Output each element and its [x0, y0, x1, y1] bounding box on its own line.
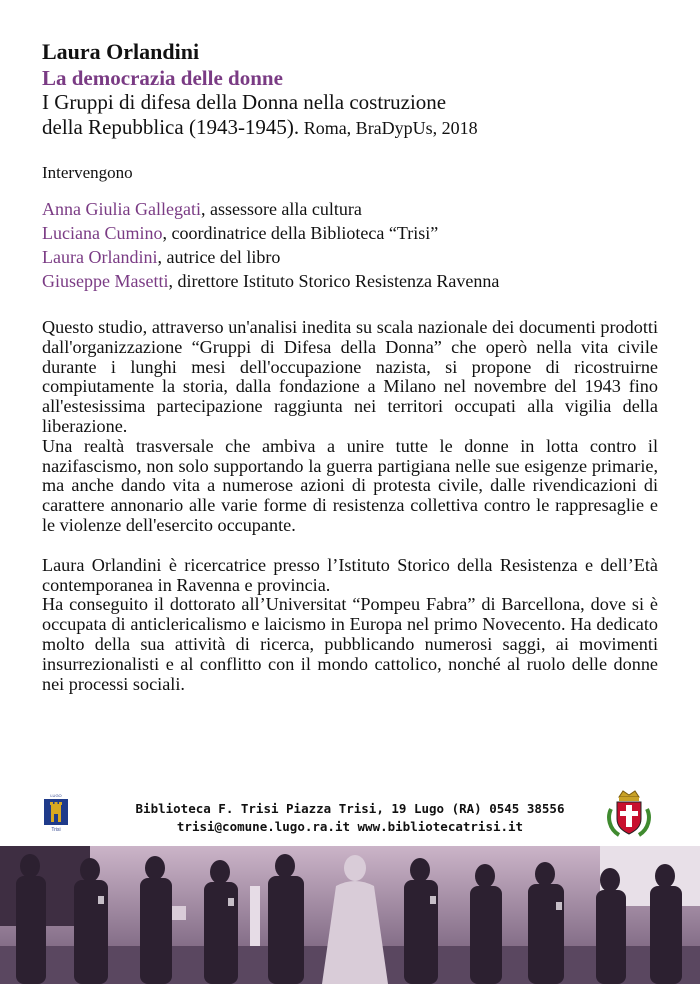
town-crest-icon: [605, 789, 653, 839]
subtitle-line2-text: della Repubblica (1943-1945).: [42, 115, 300, 139]
library-logo-icon: [40, 792, 72, 832]
paragraph: Laura Orlandini è ricercatrice presso l’Istituto Storico della Resistenza e dell’Età contemporanea in Ravenna e provincia.: [42, 554, 658, 595]
footer-contact: [110, 800, 590, 836]
logo-caption: Trisi: [51, 827, 61, 832]
speaker-item: [42, 245, 682, 269]
logo-text: LUGO: [50, 793, 62, 798]
publication-info: Roma, BraDypUs, 2018: [299, 118, 478, 138]
speaker-name: Anna Giulia Gallegati: [42, 199, 201, 219]
speaker-name: Laura Orlandini: [42, 247, 158, 267]
speaker-role: , autrice del libro: [157, 247, 281, 267]
speaker-item: [42, 269, 682, 293]
library-contacts: trisi@comune.lugo.ra.it www.bibliotecatrisi.it: [176, 819, 524, 834]
speaker-role: , assessore alla cultura: [200, 199, 362, 219]
speaker-item: [42, 197, 682, 221]
book-title: La democrazia delle donne: [42, 66, 283, 90]
paragraph: Ha conseguito il dottorato all’Universitat “Pompeu Fabra” di Barcellona, dove si è occupata di anticlericalismo e laicismo in Europa nel primo Novecento. Ha dedicato molto della sua attività di ricerca, pubblicando numerosi saggi, ai movimenti insurrezionalisti e al conflitto con il mondo cattolico, nonché al ruolo delle donne nei processi sociali.: [42, 594, 658, 694]
speakers-list: [42, 197, 682, 293]
speaker-role: , direttore Istituto Storico Resistenza Ravenna: [168, 271, 500, 291]
library-address: Biblioteca F. Trisi Piazza Trisi, 19 Lugo (RA) 0545 38556: [135, 801, 565, 816]
speaker-item: [42, 221, 682, 245]
author-name: Laura Orlandini: [42, 39, 200, 64]
intro-label: Intervengono: [42, 163, 133, 182]
header: [42, 38, 682, 141]
paragraph: Questo studio, attraverso un'analisi inedita su scala nazionale dei documenti prodotti dall'organizzazione “Gruppi di Difesa della Donna” che operò nella vita civile durante i lunghi mesi dell'occupazione nazista, si propone di ricostruirne compiutamente la storia, dalla fondazione a Milano nel novembre del 1943 fino all'estesissima partecipazione raggiunta nei territori occupati alla vigilia della liberazione.: [42, 317, 658, 436]
historical-photo: [0, 846, 700, 984]
paragraph: Una realtà trasversale che ambiva a unire tutte le donne in lotta contro il nazifascismo, non solo supportando la guerra partigiana nelle sue esigenze primarie, ma anche dando vita a numerose azioni di protesta civile, dalle rivendicazioni di carattere annonario alle varie forme di resistenza collettiva contro le rappresaglie e le violenze dell'esercito occupante.: [42, 435, 658, 535]
book-subtitle-line1: I Gruppi di difesa della Donna nella costruzione: [42, 90, 447, 114]
book-subtitle-line2: [42, 115, 682, 141]
speaker-name: Luciana Cumino: [42, 223, 163, 243]
description-body: [42, 318, 658, 694]
speaker-role: , coordinatrice della Biblioteca “Trisi”: [162, 223, 439, 243]
speaker-name: Giuseppe Masetti: [42, 271, 169, 291]
